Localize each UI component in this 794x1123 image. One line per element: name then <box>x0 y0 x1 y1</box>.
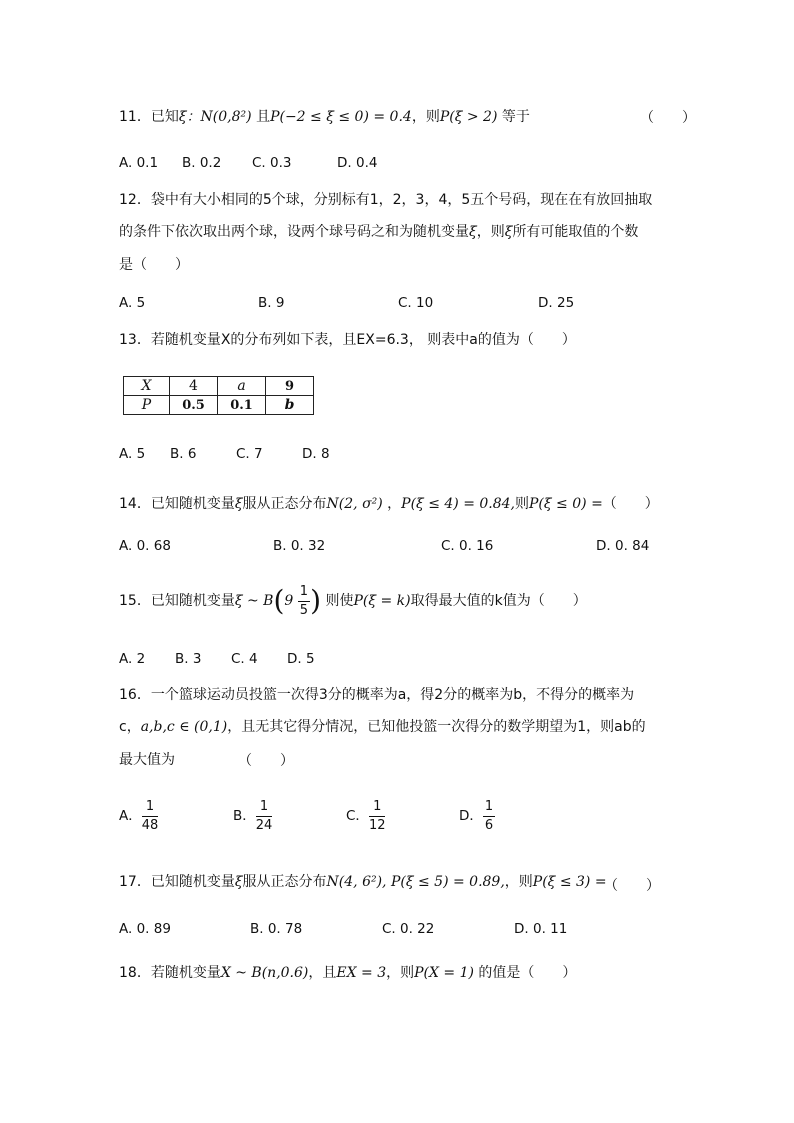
q15-text: 则使 <box>325 593 354 609</box>
table-cell: 0.1 <box>218 396 266 415</box>
q17-option-b: B. 0. 78 <box>250 921 303 937</box>
table-cell: X <box>124 377 170 396</box>
q18-distribution: X ~ B(n,0.6) <box>220 965 309 981</box>
q17-text2: ，则 <box>504 874 533 890</box>
q14-option-c: C. 0. 16 <box>441 538 494 554</box>
q17-option-d: D. 0. 11 <box>514 921 568 937</box>
q11-distribution: ：N(0,8²) <box>186 109 252 125</box>
q11-option-d: D. 0.4 <box>337 155 378 171</box>
q16-line3: 最大值为 <box>119 752 175 768</box>
q17-option-a: A. 0. 89 <box>119 921 171 937</box>
q18-number: 18．若随机变量 <box>119 965 221 981</box>
q16-option-a: A． $\frac{1}{48}$ <box>119 798 159 833</box>
q15-n: 9 <box>284 593 294 609</box>
q17-ask: P(ξ ≤ 3) = <box>532 874 607 890</box>
q12-text3: 所有可能取值的个数 <box>512 224 639 240</box>
q14-ask: P(ξ ≤ 0) <box>529 496 587 512</box>
q15-option-d: D. 5 <box>287 651 315 667</box>
q14-distribution: N(2, σ²) <box>326 496 383 512</box>
q12-line1: 12．袋中有大小相同的5个球，分别标有1，2，3，4，5五个号码，现在在有放回抽取 <box>119 192 653 208</box>
q16-text2: ，且无其它得分情况，已知他投篮一次得分的数学期望为1，则ab的 <box>227 719 646 735</box>
q14-probability: P(ξ ≤ 4) = 0.84, <box>401 496 516 512</box>
q14-text: 服从正态分布 <box>242 496 327 512</box>
q11-text: 且 <box>256 109 271 125</box>
q14-number: 14．已知随机变量 <box>119 496 235 512</box>
q18-text2: ，则 <box>386 965 415 981</box>
q11-tail: 等于 <box>501 109 530 125</box>
q14-option-a: A. 0. 68 <box>119 538 171 554</box>
q14-tail: =（ ） <box>591 496 659 512</box>
q16-option-c: C． $\frac{1}{12}$ <box>346 798 386 833</box>
q13-option-c: C. 7 <box>236 446 263 462</box>
q12-line2 <box>119 222 638 242</box>
q15-option-a: A. 2 <box>119 651 146 667</box>
table-cell: 0.5 <box>170 396 218 415</box>
q14-comma: ， <box>387 496 402 512</box>
q17-xi: ξ <box>234 874 243 890</box>
q16-option-b: B． $\frac{1}{24}$ <box>233 798 273 833</box>
q14-xi: ξ <box>234 496 243 512</box>
q14-option-d: D. 0. 84 <box>596 538 650 554</box>
q12-text: 的条件下依次取出两个球，设两个球号码之和为随机变量 <box>119 224 469 240</box>
q12-xi2: ξ <box>504 224 513 240</box>
table-row <box>124 396 314 415</box>
q11-option-a: A. 0.1 <box>119 155 159 171</box>
q15-fraction: $\frac{1}{5}$ <box>299 583 309 618</box>
q11-probability: P(−2 ≤ ξ ≤ 0) = 0.4 <box>270 109 412 125</box>
q11-text2: ，则 <box>411 109 440 125</box>
question-14 <box>119 494 659 514</box>
q18-tail: 的值是（ ） <box>478 965 577 981</box>
q16-answer-paren: （ ） <box>238 753 294 769</box>
q15-number: 15．已知随机变量 <box>119 593 235 609</box>
q17-number: 17．已知随机变量 <box>119 874 235 890</box>
q13-line: 13．若随机变量X的分布列如下表，且EX=6.3， 则表中a的值为（ ） <box>119 332 576 348</box>
q11-answer-paren: （ ） <box>640 110 696 126</box>
q11-number: 11．已知 <box>119 109 179 125</box>
q16-option-d: D． $\frac{1}{6}$ <box>459 798 494 833</box>
q16-line2 <box>119 717 646 737</box>
q15-option-c: C. 4 <box>231 651 258 667</box>
q11-xi: ξ <box>178 109 187 125</box>
q12-xi: ξ <box>469 224 477 240</box>
q18-text: ，且 <box>308 965 337 981</box>
q16-math: a,b,c ∈ (0,1) <box>140 719 228 735</box>
q15-tail: 取得最大值的k值为（ ） <box>410 593 587 609</box>
question-17 <box>119 872 607 892</box>
table-cell: 9 <box>266 377 314 396</box>
q15-probability: P(ξ = k) <box>353 593 411 609</box>
q11-option-c: C. 0.3 <box>252 155 292 171</box>
q12-option-a: A. 5 <box>119 295 146 311</box>
q12-option-d: D. 25 <box>538 295 575 311</box>
q12-line3: 是（ ） <box>119 257 189 273</box>
table-cell: P <box>124 396 170 415</box>
q13-option-d: D. 8 <box>302 446 330 462</box>
table-cell: a <box>218 377 266 396</box>
q16-text: c， <box>119 719 141 735</box>
q12-option-b: B. 9 <box>258 295 285 311</box>
q14-text2: 则 <box>515 496 530 512</box>
question-15: 15．已知随机变量ξ ~ B(9 $\frac{1}{5}$ ) 则使P(ξ = k)取得最大值的k值为（ ） <box>119 583 587 618</box>
q12-option-c: C. 10 <box>398 295 434 311</box>
q13-option-b: B. 6 <box>170 446 197 462</box>
q17-option-c: C. 0. 22 <box>382 921 435 937</box>
q16-line1: 16．一个篮球运动员投篮一次得3分的概率为a，得2分的概率为b，不得分的概率为 <box>119 687 635 703</box>
q15-option-b: B. 3 <box>175 651 202 667</box>
q11-ask: P(ξ > 2) <box>439 109 498 125</box>
q18-ask: P(X = 1) <box>414 965 474 981</box>
q17-text: 服从正态分布 <box>242 874 327 890</box>
q12-text2: ，则 <box>476 224 505 240</box>
distribution-table <box>123 376 314 415</box>
q17-answer-paren: （ ） <box>604 878 660 894</box>
q17-math: N(4, 6²), P(ξ ≤ 5) = 0.89, <box>326 874 505 890</box>
q18-expectation: EX = 3 <box>336 965 387 981</box>
question-18 <box>119 963 576 983</box>
q15-distribution: ξ ~ B <box>234 593 274 609</box>
table-row <box>124 377 314 396</box>
q11-option-b: B. 0.2 <box>182 155 222 171</box>
table-cell: b <box>266 396 314 415</box>
table-cell: 4 <box>170 377 218 396</box>
q14-option-b: B. 0. 32 <box>273 538 326 554</box>
question-11 <box>119 107 530 127</box>
q13-option-a: A. 5 <box>119 446 146 462</box>
